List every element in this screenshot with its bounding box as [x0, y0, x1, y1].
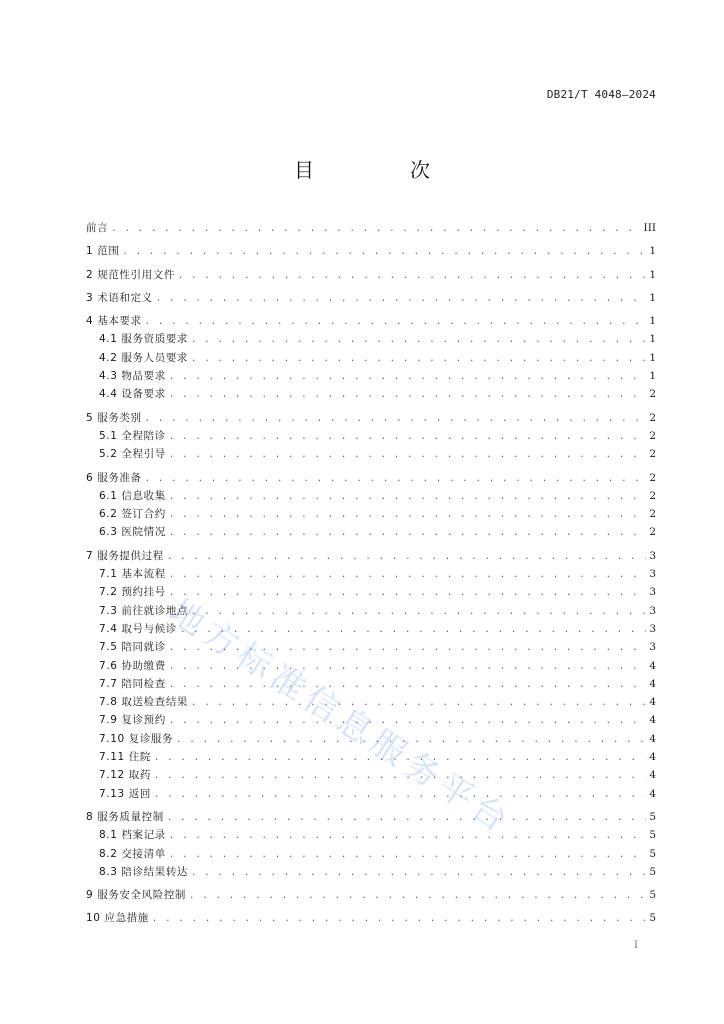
toc-entry-label: 7.8 取送检查结果 — [99, 696, 189, 709]
toc-leader-dots — [167, 548, 646, 566]
toc-entry[interactable] — [86, 583, 656, 601]
toc-leader-dots — [169, 488, 646, 506]
toc-entry-page: 3 — [649, 641, 656, 654]
toc-entry-page: 3 — [649, 586, 656, 599]
toc-leader-dots — [154, 786, 646, 804]
toc-entry[interactable] — [86, 349, 656, 367]
toc-leader-dots — [169, 584, 646, 602]
toc-entry[interactable] — [86, 409, 656, 427]
toc-entry[interactable] — [86, 620, 656, 638]
toc-entry-label: 7.1 基本流程 — [99, 568, 166, 581]
toc-entry-page: 5 — [649, 847, 656, 860]
toc-entry-page: 3 — [649, 549, 656, 562]
toc-entry[interactable] — [86, 523, 656, 541]
toc-entry-page: 2 — [649, 411, 656, 424]
toc-entry[interactable] — [86, 505, 656, 523]
toc-entry-label: 6 服务准备 — [86, 471, 142, 484]
toc-entry-label: 5 服务类别 — [86, 411, 142, 424]
toc-entry-label: 2 规范性引用文件 — [86, 268, 175, 281]
toc-leader-dots — [169, 846, 646, 864]
toc-entry-label: 4.2 服务人员要求 — [99, 351, 189, 364]
toc-leader-dots — [122, 243, 646, 261]
toc-entry[interactable] — [86, 547, 656, 565]
page-number: I — [634, 940, 638, 951]
toc-entry-label: 7.5 陪同就诊 — [99, 641, 166, 654]
toc-entry-page: 2 — [649, 388, 656, 401]
toc-leader-dots — [169, 524, 646, 542]
toc-entry-label: 6.1 信息收集 — [99, 489, 166, 502]
toc-entry-page: 2 — [649, 471, 656, 484]
toc-entry-page: 1 — [649, 333, 656, 346]
toc-entry-page: 4 — [649, 696, 656, 709]
toc-entry-label: 4.4 设备要求 — [99, 388, 166, 401]
toc-leader-dots — [169, 676, 646, 694]
document-code: DB21/T 4048—2024 — [546, 88, 656, 101]
toc-entry-page: 4 — [649, 787, 656, 800]
toc-leader-dots — [145, 313, 647, 331]
toc-entry-label: 4.3 物品要求 — [99, 370, 166, 383]
toc-entry-label: 7.9 复诊预约 — [99, 714, 166, 727]
toc-leader-dots — [169, 368, 646, 386]
toc-leader-dots — [191, 331, 646, 349]
toc-leader-dots — [169, 566, 646, 584]
toc-entry-label: 7.7 陪同检查 — [99, 677, 166, 690]
toc-entry-page: 1 — [649, 370, 656, 383]
toc-entry[interactable] — [86, 330, 656, 348]
toc-leader-dots — [154, 767, 646, 785]
toc-entry[interactable] — [86, 289, 656, 307]
toc-entry-label: 10 应急措施 — [86, 912, 149, 925]
toc-leader-dots — [178, 267, 646, 285]
toc-leader-dots — [145, 470, 647, 488]
toc-entry-label: 5.1 全程陪诊 — [99, 429, 166, 442]
toc-entry-page: 3 — [649, 604, 656, 617]
toc-entry[interactable] — [86, 445, 656, 463]
toc-entry[interactable] — [86, 385, 656, 403]
toc-entry[interactable] — [86, 785, 656, 803]
toc-entry[interactable] — [86, 748, 656, 766]
toc-entry[interactable] — [86, 638, 656, 656]
toc-entry-label: 3 术语和定义 — [86, 291, 153, 304]
toc-entry-page: 2 — [649, 508, 656, 521]
toc-entry-label: 7.12 取药 — [99, 769, 151, 782]
toc-entry-label: 9 服务安全风险控制 — [86, 889, 187, 902]
toc-entry[interactable] — [86, 219, 656, 237]
toc-leader-dots — [191, 603, 646, 621]
watermark-text: 地方标准信息服务平台 — [161, 591, 520, 844]
toc-leader-dots — [156, 290, 647, 308]
toc-leader-dots — [191, 694, 646, 712]
toc-entry-page: 4 — [649, 659, 656, 672]
toc-entry-page: 3 — [649, 622, 656, 635]
toc-entry-label: 6.2 签订合约 — [99, 508, 166, 521]
toc-leader-dots — [191, 864, 646, 882]
toc-leader-dots — [169, 446, 646, 464]
toc-entry-page: 4 — [649, 732, 656, 745]
toc-leader-dots — [169, 639, 646, 657]
toc-entry[interactable] — [86, 367, 656, 385]
toc-entry[interactable] — [86, 886, 656, 904]
toc-entry[interactable] — [86, 602, 656, 620]
toc-entry-label: 8.3 陪诊结果转达 — [99, 865, 189, 878]
toc-entry-page: 2 — [649, 448, 656, 461]
toc-entry[interactable] — [86, 487, 656, 505]
toc-entry[interactable] — [86, 693, 656, 711]
toc-entry-label: 4.1 服务资质要求 — [99, 333, 189, 346]
toc-entry-label: 7 服务提供过程 — [86, 549, 164, 562]
toc-entry-page: 4 — [649, 714, 656, 727]
toc-entry-label: 8.1 档案记录 — [99, 829, 166, 842]
toc-entry-label: 7.11 住院 — [99, 751, 151, 764]
toc-entry-page: 4 — [649, 751, 656, 764]
toc-title: 目 次 — [294, 158, 468, 182]
toc-entry-label: 8.2 交接清单 — [99, 847, 166, 860]
toc-entry-page: 5 — [649, 889, 656, 902]
toc-entry[interactable] — [86, 657, 656, 675]
toc-leader-dots — [169, 386, 646, 404]
toc-entry-label: 6.3 医院情况 — [99, 526, 166, 539]
toc-entry-page: 4 — [649, 677, 656, 690]
toc-entry[interactable] — [86, 427, 656, 445]
toc-leader-dots — [189, 887, 646, 905]
toc-leader-dots — [169, 712, 646, 730]
toc-entry[interactable] — [86, 675, 656, 693]
toc-entry-label: 4 基本要求 — [86, 315, 142, 328]
toc-leader-dots — [111, 220, 640, 238]
toc-leader-dots — [167, 809, 646, 827]
toc-entry-page: 5 — [649, 829, 656, 842]
toc-entry-page: 4 — [649, 769, 656, 782]
toc-leader-dots — [180, 621, 646, 639]
toc-entry-page: 3 — [649, 568, 656, 581]
toc-entry-label: 7.6 协助缴费 — [99, 659, 166, 672]
toc-entry-label: 8 服务质量控制 — [86, 810, 164, 823]
toc-entry-page: 2 — [649, 489, 656, 502]
toc-entry[interactable] — [86, 826, 656, 844]
toc-entry[interactable] — [86, 565, 656, 583]
toc-entry[interactable] — [86, 730, 656, 748]
toc-entry[interactable] — [86, 863, 656, 881]
toc-entry-label: 7.3 前往就诊地点 — [99, 604, 189, 617]
toc-entry-page: 1 — [649, 245, 656, 258]
toc-leader-dots — [191, 350, 646, 368]
toc-entry[interactable] — [86, 808, 656, 826]
toc-entry-label: 7.2 预约挂号 — [99, 586, 166, 599]
toc-entry[interactable] — [86, 766, 656, 784]
toc-entry-label: 7.10 复诊服务 — [99, 732, 174, 745]
toc-entry-page: 5 — [649, 810, 656, 823]
toc-entry-label: 7.13 返回 — [99, 787, 151, 800]
toc-entry-label: 5.2 全程引导 — [99, 448, 166, 461]
toc-entry[interactable] — [86, 242, 656, 260]
toc-entry-label: 1 范围 — [86, 245, 120, 258]
toc-leader-dots — [176, 731, 646, 749]
toc-leader-dots — [169, 827, 646, 845]
toc-entry-page: 1 — [649, 268, 656, 281]
toc-entry[interactable] — [86, 845, 656, 863]
toc-leader-dots — [169, 428, 646, 446]
toc-leader-dots — [152, 910, 646, 928]
toc-entry-page: 5 — [649, 912, 656, 925]
toc-leader-dots — [154, 749, 646, 767]
toc-entry-page: 1 — [649, 315, 656, 328]
toc-leader-dots — [145, 410, 647, 428]
toc-entry-label: 7.4 取号与候诊 — [99, 622, 177, 635]
toc-entry[interactable] — [86, 711, 656, 729]
toc-entry[interactable] — [86, 909, 656, 927]
toc-leader-dots — [169, 506, 646, 524]
toc-entry-page: 5 — [649, 865, 656, 878]
toc-entry-page: III — [643, 222, 656, 234]
toc-leader-dots — [169, 658, 646, 676]
toc-entry-page: 2 — [649, 526, 656, 539]
table-of-contents — [86, 219, 656, 928]
toc-entry-page: 2 — [649, 429, 656, 442]
toc-entry-page: 1 — [649, 291, 656, 304]
toc-entry-label: 前言 — [86, 222, 109, 234]
toc-entry[interactable] — [86, 469, 656, 487]
toc-entry-page: 1 — [649, 351, 656, 364]
toc-entry[interactable] — [86, 312, 656, 330]
toc-entry[interactable] — [86, 266, 656, 284]
